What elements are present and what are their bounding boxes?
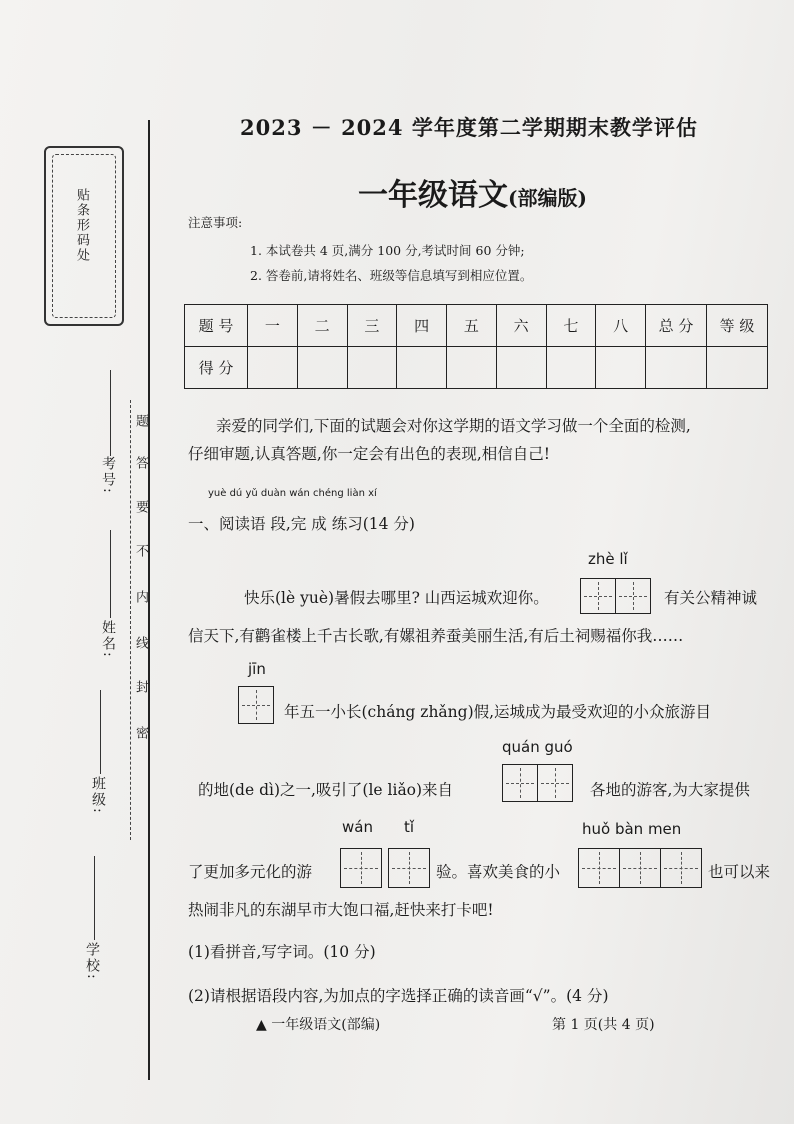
seal-char: 题 (133, 414, 148, 429)
score-cell[interactable] (397, 347, 447, 389)
question-1: (1)看拼音,写字词。(10 分) (188, 943, 376, 961)
tianzige-huoban[interactable] (578, 848, 702, 888)
passage-line: 有关公精神诚 (664, 589, 758, 607)
passage-line: 年五一小长(cháng zhǎng)假,运城成为最受欢迎的小众旅游目 (284, 703, 712, 721)
note-item: 2. 答卷前,请将姓名、班级等信息填写到相应位置。 (250, 268, 533, 283)
tianzige-ti[interactable] (388, 848, 430, 888)
score-cell[interactable] (347, 347, 397, 389)
score-header-cell: 六 (496, 305, 546, 347)
subject-title: 一年级语文(部编版) (358, 178, 587, 213)
passage-line: 也可以来 (708, 863, 771, 881)
passage-line: 了更加多元化的游 (188, 863, 313, 881)
score-header-cell: 七 (546, 305, 596, 347)
score-header-cell: 一 (248, 305, 298, 347)
pinyin-huoban: huǒ bàn men (582, 820, 682, 838)
score-table (184, 304, 768, 389)
seal-char: 密 (133, 726, 148, 741)
tianzige-jin[interactable] (238, 686, 274, 724)
passage-line: 快乐(lè yuè)暑假去哪里? 山西运城欢迎你。 (244, 589, 549, 607)
triangle-logo-icon: ▲ (256, 1017, 267, 1033)
intro-line: 仔细审题,认真答题,你一定会有出色的表现,相信自己! (188, 445, 551, 463)
seal-char: 不 (133, 544, 148, 559)
score-header-cell: 三 (347, 305, 397, 347)
class-field[interactable] (100, 690, 101, 774)
score-cell[interactable] (707, 347, 768, 389)
section-title: 一、阅读语 段,完 成 练习(14 分) (188, 515, 415, 533)
pinyin-zheli: zhè lǐ (588, 550, 628, 568)
passage-line: 验。喜欢美食的小 (436, 863, 561, 881)
passage-line: 信天下,有鹳雀楼上千古长歌,有嫘祖养蚕美丽生活,有后土祠赐福你我…… (188, 627, 684, 645)
score-header-cell: 总 分 (646, 305, 707, 347)
score-cell[interactable] (297, 347, 347, 389)
pinyin-quanguo: quán guó (502, 738, 573, 756)
tianzige-zheli[interactable] (580, 578, 651, 614)
score-row-label: 得 分 (185, 347, 248, 389)
question-2: (2)请根据语段内容,为加点的字选择正确的读音画“√”。(4 分) (188, 987, 609, 1005)
score-header-cell: 八 (596, 305, 646, 347)
score-cell[interactable] (646, 347, 707, 389)
school-label: 学校: (84, 942, 100, 981)
tianzige-wan[interactable] (340, 848, 382, 888)
footer-subject: ▲ 一年级语文(部编) (256, 1017, 381, 1033)
exam-number-label: 考号: (100, 456, 116, 495)
score-header-cell: 四 (397, 305, 447, 347)
class-label: 班级: (90, 776, 106, 815)
notes-heading: 注意事项: (188, 215, 243, 230)
score-cell[interactable] (248, 347, 298, 389)
seal-char: 线 (133, 636, 148, 651)
seal-char: 要 (133, 500, 148, 515)
pinyin-jin: jīn (248, 660, 266, 678)
footer-page: 第 1 页(共 4 页) (552, 1017, 655, 1033)
passage-line: 的地(de dì)之一,吸引了(le liǎo)来自 (198, 781, 454, 799)
score-header-cell: 五 (447, 305, 497, 347)
tianzige-quanguo[interactable] (502, 764, 573, 802)
barcode-label: 贴条形码处 (74, 188, 89, 263)
note-item: 1. 本试卷共 4 页,满分 100 分,考试时间 60 分钟; (250, 243, 525, 258)
barcode-seal-box (44, 146, 124, 326)
name-field[interactable] (110, 530, 111, 618)
pinyin-wan: wán (342, 818, 373, 836)
seal-char: 内 (133, 590, 148, 605)
score-cell[interactable] (447, 347, 497, 389)
exam-title: 2023 － 2024 学年度第二学期期末教学评估 (240, 115, 698, 140)
seal-char: 答 (133, 456, 148, 471)
intro-line: 亲爱的同学们,下面的试题会对你这学期的语文学习做一个全面的检测, (216, 417, 691, 435)
exam-number-field[interactable] (110, 370, 111, 456)
score-header-cell: 等 级 (707, 305, 768, 347)
score-cell[interactable] (496, 347, 546, 389)
passage-line: 热闹非凡的东湖早市大饱口福,赶快来打卡吧! (188, 901, 494, 919)
name-label: 姓名: (100, 620, 116, 659)
seal-char: 封 (133, 680, 148, 695)
score-header-cell: 二 (297, 305, 347, 347)
score-cell[interactable] (546, 347, 596, 389)
school-field[interactable] (94, 856, 95, 940)
section-pinyin: yuè dú yǔ duàn wán chéng liàn xí (208, 488, 377, 499)
score-header-cell: 题 号 (185, 305, 248, 347)
score-cell[interactable] (596, 347, 646, 389)
passage-line: 各地的游客,为大家提供 (590, 781, 750, 799)
pinyin-ti: tǐ (404, 818, 415, 836)
